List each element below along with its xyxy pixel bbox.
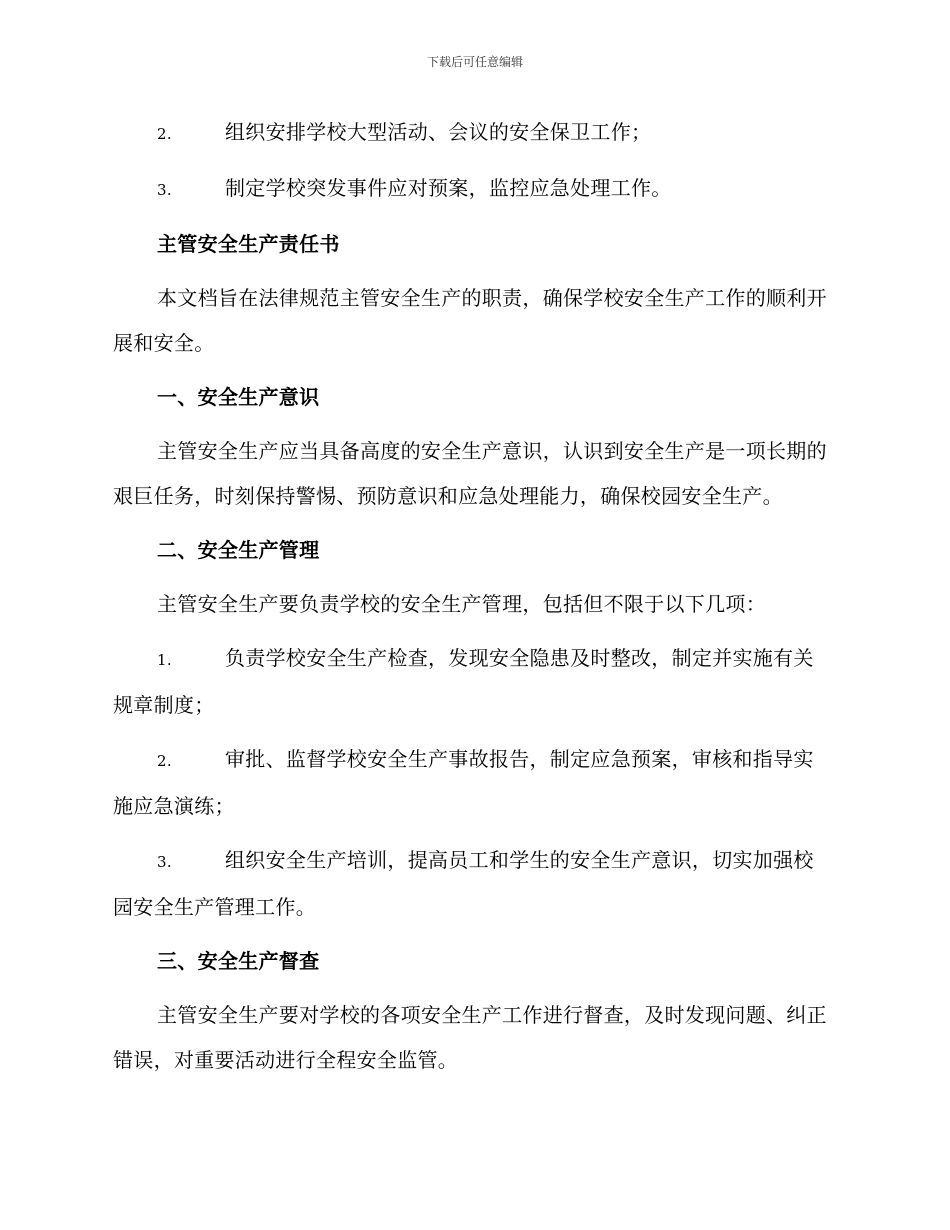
item-text: 审批、监督学校安全生产事故报告，制定应急预案，审核和指导实施应急演练；	[113, 747, 814, 818]
item-number: 3.	[157, 853, 172, 871]
numbered-item	[113, 166, 833, 213]
item-text: 负责学校安全生产检查，发现安全隐患及时整改，制定并实施有关规章制度；	[113, 646, 814, 717]
item-text: 组织安排学校大型活动、会议的安全保卫工作；	[225, 120, 652, 144]
section-heading: 一、安全生产意识	[157, 385, 320, 409]
document-title: 主管安全生产责任书	[157, 232, 340, 256]
document-body	[113, 110, 833, 1092]
item-number: 2.	[157, 125, 172, 143]
intro-paragraph: 本文档旨在法律规范主管安全生产的职责，确保学校安全生产工作的顺利开展和安全。	[113, 286, 827, 355]
section-heading: 二、安全生产管理	[157, 538, 320, 562]
numbered-item	[113, 636, 833, 728]
numbered-item	[113, 110, 833, 157]
item-number: 2.	[157, 752, 172, 770]
section-heading: 三、安全生产督查	[157, 949, 320, 973]
numbered-item	[113, 838, 833, 930]
section-paragraph: 主管安全生产应当具备高度的安全生产意识，认识到安全生产是一项长期的艰巨任务，时刻保持警惕、预防意识和应急处理能力，确保校园安全生产。	[113, 439, 827, 508]
item-number: 3.	[157, 181, 172, 199]
numbered-item	[113, 737, 833, 829]
section-paragraph: 主管安全生产要对学校的各项安全生产工作进行督查，及时发现问题、纠正错误，对重要活动进行全程安全监管。	[113, 1003, 827, 1072]
item-text: 组织安全生产培训，提高员工和学生的安全生产意识，切实加强校园安全生产管理工作。	[113, 848, 814, 919]
item-number: 1.	[157, 651, 172, 669]
page-header: 下载后可任意编辑	[426, 55, 523, 69]
section-paragraph: 主管安全生产要负责学校的安全生产管理，包括但不限于以下几项：	[157, 592, 766, 616]
item-text: 制定学校突发事件应对预案，监控应急处理工作。	[225, 176, 672, 200]
